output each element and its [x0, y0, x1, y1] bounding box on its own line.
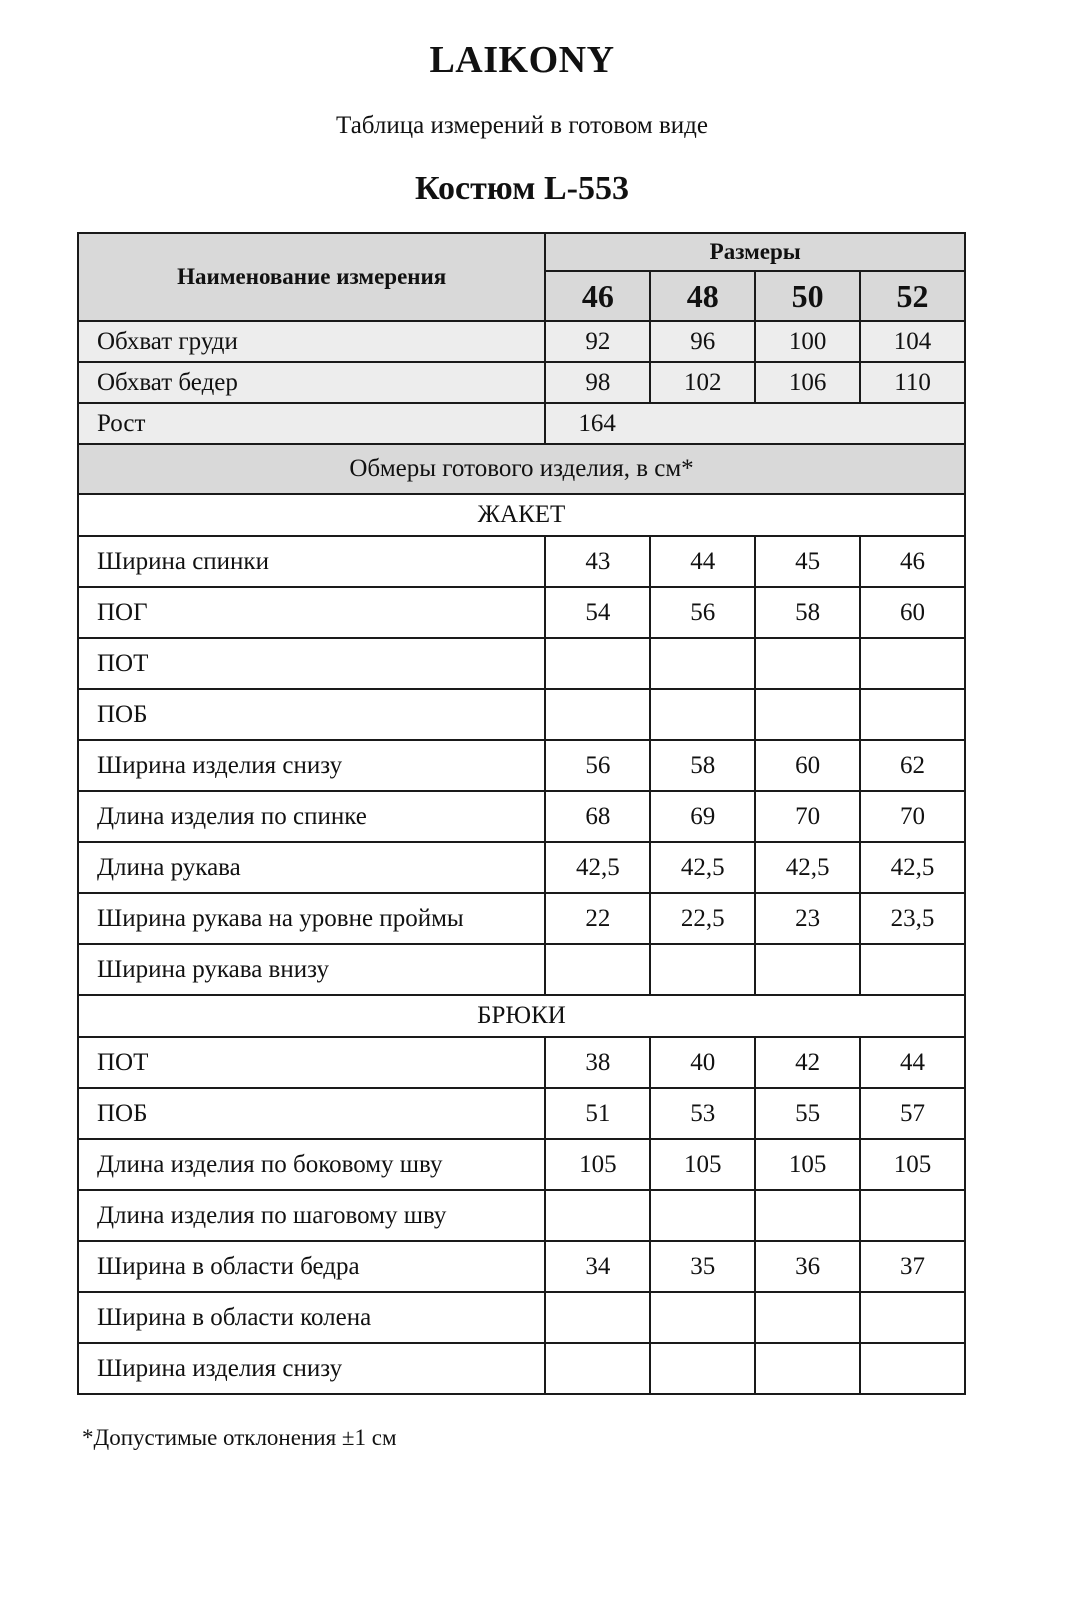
measurement-value: 43: [545, 536, 650, 587]
measurement-value: 100: [755, 321, 860, 362]
measurement-value: 42,5: [545, 842, 650, 893]
measurement-value: 40: [650, 1037, 755, 1088]
measurement-value: 102: [650, 362, 755, 403]
measurement-value: 45: [755, 536, 860, 587]
measurement-value: 35: [650, 1241, 755, 1292]
measurement-value: 44: [860, 1037, 965, 1088]
measurement-name: Ширина спинки: [78, 536, 545, 587]
measurement-value: 42: [755, 1037, 860, 1088]
size-header: 52: [860, 271, 965, 321]
table-row: [78, 689, 965, 740]
garment-group-row: [78, 995, 965, 1037]
measurement-value: [545, 689, 650, 740]
measurement-name: ПОГ: [78, 587, 545, 638]
measurement-name: Ширина рукава внизу: [78, 944, 545, 995]
measurement-value: 104: [860, 321, 965, 362]
height-row: [78, 403, 965, 444]
measurement-value: [545, 944, 650, 995]
measurement-value: 60: [755, 740, 860, 791]
measurement-value: [755, 1343, 860, 1394]
measurement-value: [860, 1292, 965, 1343]
measurement-name: ПОБ: [78, 1088, 545, 1139]
measurement-value: 106: [755, 362, 860, 403]
table-row: [78, 1037, 965, 1088]
measurement-name: ПОТ: [78, 1037, 545, 1088]
finished-section-title: Обмеры готового изделия, в см*: [78, 444, 965, 494]
measurement-value: 68: [545, 791, 650, 842]
measurement-value: 46: [860, 536, 965, 587]
measurement-value: 105: [755, 1139, 860, 1190]
measurement-value: 23: [755, 893, 860, 944]
measurement-value: [650, 1343, 755, 1394]
document-subtitle: Таблица измерений в готовом виде: [336, 112, 708, 139]
measurement-name: Длина рукава: [78, 842, 545, 893]
measurement-name: Длина изделия по боковому шву: [78, 1139, 545, 1190]
measurement-value: [755, 1190, 860, 1241]
measurement-name: Длина изделия по спинке: [78, 791, 545, 842]
measurement-name: Ширина рукава на уровне проймы: [78, 893, 545, 944]
finished-section-row: [78, 444, 965, 494]
size-header: 46: [545, 271, 650, 321]
measurement-value: 62: [860, 740, 965, 791]
table-row: [78, 842, 965, 893]
measurement-value: [545, 1343, 650, 1394]
measurement-value: 44: [650, 536, 755, 587]
measurement-value: [860, 689, 965, 740]
measurement-value: [650, 689, 755, 740]
measurement-name: Ширина изделия снизу: [78, 740, 545, 791]
measurement-value: 96: [650, 321, 755, 362]
table-row: [78, 1292, 965, 1343]
brand-title: LAIKONY: [429, 39, 615, 81]
measurement-value: 36: [755, 1241, 860, 1292]
sizes-header: Размеры: [545, 233, 965, 271]
size-header: 48: [650, 271, 755, 321]
measurement-value: 42,5: [755, 842, 860, 893]
measurement-value: [650, 638, 755, 689]
measurement-name: Ширина в области бедра: [78, 1241, 545, 1292]
measurement-value: 58: [650, 740, 755, 791]
measurement-name: Ширина в области колена: [78, 1292, 545, 1343]
garment-group-row: [78, 494, 965, 536]
table-row: [78, 587, 965, 638]
size-header: 50: [755, 271, 860, 321]
measurement-value: [860, 1190, 965, 1241]
table-row: [78, 1343, 965, 1394]
measurement-name: Ширина изделия снизу: [78, 1343, 545, 1394]
measurement-name: Обхват груди: [78, 321, 545, 362]
height-label: Рост: [78, 403, 545, 444]
measurement-name-header: Наименование измерения: [78, 233, 545, 321]
measurement-value: 56: [545, 740, 650, 791]
measurement-value: 70: [860, 791, 965, 842]
measurement-value: 92: [545, 321, 650, 362]
measurement-value: [860, 1343, 965, 1394]
measurement-value: 38: [545, 1037, 650, 1088]
measurement-value: [545, 1292, 650, 1343]
measurement-value: 51: [545, 1088, 650, 1139]
measurement-value: [860, 638, 965, 689]
body-measurement-row: [78, 321, 965, 362]
garment-group-title: БРЮКИ: [78, 995, 965, 1037]
measurement-value: 22: [545, 893, 650, 944]
measurement-value: 110: [860, 362, 965, 403]
tolerance-footnote: *Допустимые отклонения ±1 см: [82, 1425, 397, 1450]
measurement-value: [650, 1292, 755, 1343]
measurement-value: 105: [545, 1139, 650, 1190]
measurement-value: 105: [650, 1139, 755, 1190]
measurement-value: [755, 944, 860, 995]
measurement-value: 98: [545, 362, 650, 403]
garment-group-title: ЖАКЕТ: [78, 494, 965, 536]
size-chart-table: [77, 232, 966, 1395]
header-row: [78, 233, 965, 271]
table-row: [78, 791, 965, 842]
measurement-value: 42,5: [860, 842, 965, 893]
table-row: [78, 1088, 965, 1139]
table-row: [78, 1190, 965, 1241]
measurement-name: Длина изделия по шаговому шву: [78, 1190, 545, 1241]
measurement-value: 60: [860, 587, 965, 638]
table-row: [78, 893, 965, 944]
table-row: [78, 536, 965, 587]
measurement-value: [545, 638, 650, 689]
measurement-value: [545, 1190, 650, 1241]
measurement-value: [755, 689, 860, 740]
measurement-name: Обхват бедер: [78, 362, 545, 403]
measurement-value: 56: [650, 587, 755, 638]
measurement-value: [755, 638, 860, 689]
table-row: [78, 638, 965, 689]
table-row: [78, 1139, 965, 1190]
measurement-value: 23,5: [860, 893, 965, 944]
body-measurement-row: [78, 362, 965, 403]
measurement-value: [650, 944, 755, 995]
table-row: [78, 1241, 965, 1292]
measurement-value: 54: [545, 587, 650, 638]
measurement-value: [650, 1190, 755, 1241]
measurement-value: 70: [755, 791, 860, 842]
measurement-name: ПОТ: [78, 638, 545, 689]
table-row: [78, 740, 965, 791]
measurement-value: 37: [860, 1241, 965, 1292]
measurement-value: [860, 944, 965, 995]
measurement-value: [755, 1292, 860, 1343]
measurement-name: ПОБ: [78, 689, 545, 740]
measurement-value: 57: [860, 1088, 965, 1139]
measurement-value: 34: [545, 1241, 650, 1292]
measurement-value: 53: [650, 1088, 755, 1139]
measurement-value: 55: [755, 1088, 860, 1139]
measurement-value: 105: [860, 1139, 965, 1190]
measurement-value: 42,5: [650, 842, 755, 893]
measurement-value: 22,5: [650, 893, 755, 944]
height-value: 164: [545, 403, 965, 444]
table-row: [78, 944, 965, 995]
measurement-value: 58: [755, 587, 860, 638]
measurement-value: 69: [650, 791, 755, 842]
product-title: Костюм L-553: [415, 170, 629, 207]
